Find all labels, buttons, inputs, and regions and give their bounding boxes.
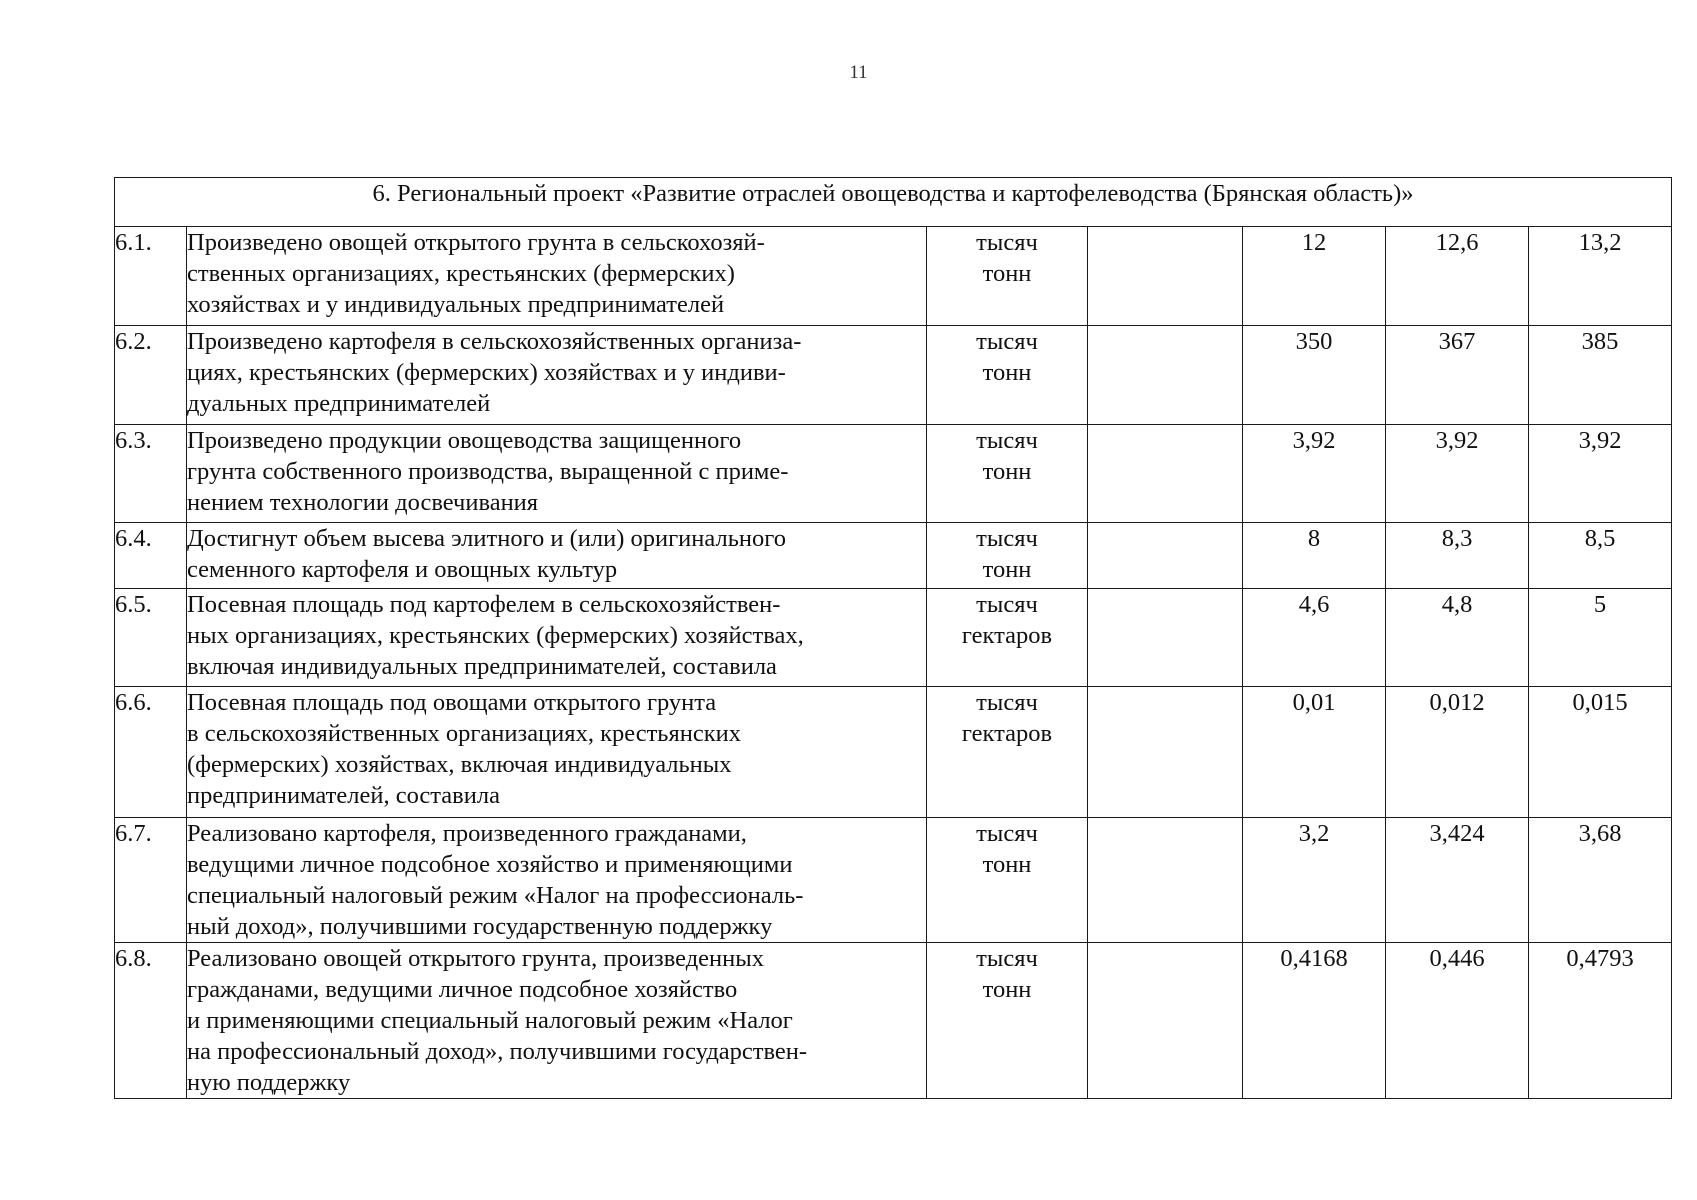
empty-cell [1088,818,1243,943]
unit-line: тысяч [976,689,1038,716]
empty-cell [1088,326,1243,425]
value-year-1: 3,92 [1243,425,1386,523]
value-year-1: 0,01 [1243,687,1386,818]
description-line: Реализовано картофеля, произведенного гражданами, [187,820,747,847]
description-line: грунта собственного производства, выращенной с приме- [187,458,789,485]
value-year-3: 3,68 [1529,818,1672,943]
indicator-description [187,687,927,818]
value-year-1: 3,2 [1243,818,1386,943]
unit-line: тысяч [976,525,1038,552]
empty-cell [1088,227,1243,326]
unit-cell [927,523,1088,589]
description-line: Произведено картофеля в сельскохозяйственных организа- [187,328,802,355]
unit-line: тонн [982,976,1032,1003]
value-year-2: 0,012 [1386,687,1529,818]
unit-cell [927,425,1088,523]
description-line: Произведено овощей открытого грунта в сельскохозяй- [187,229,765,256]
description-line: Произведено продукции овощеводства защищенного [187,427,742,454]
indicators-table [114,177,1672,1099]
indicator-description [187,326,927,425]
description-line: ственных организациях, крестьянских (фермерских) [187,260,735,287]
description-line: гражданами, ведущими личное подсобное хозяйство [187,976,738,1003]
page-number: 11 [849,62,868,83]
description-line: ных организациях, крестьянских (фермерских) хозяйствах, [187,622,804,649]
section-title: 6. Региональный проект «Развитие отраслей овощеводства и картофелеводства (Брянская область)» [115,178,1672,227]
unit-line: тысяч [976,229,1038,256]
value-year-2: 3,92 [1386,425,1529,523]
row-number: 6.4. [115,523,187,589]
value-year-3: 0,015 [1529,687,1672,818]
empty-cell [1088,687,1243,818]
description-line: хозяйствах и у индивидуальных предпринимателей [187,291,725,318]
section-header-row [115,178,1672,227]
value-year-3: 3,92 [1529,425,1672,523]
empty-cell [1088,425,1243,523]
description-line: Посевная площадь под картофелем в сельскохозяйствен- [187,591,781,618]
unit-line: тонн [982,851,1032,878]
value-year-2: 4,8 [1386,589,1529,687]
value-year-3: 0,4793 [1529,943,1672,1099]
table-row [115,589,1672,687]
row-number: 6.5. [115,589,187,687]
value-year-1: 350 [1243,326,1386,425]
description-line: ную поддержку [187,1069,351,1096]
description-line: предпринимателей, составила [187,782,500,809]
table-row [115,326,1672,425]
description-line: в сельскохозяйственных организациях, крестьянских [187,720,741,747]
description-line: ный доход», получившими государственную поддержку [187,913,773,940]
unit-cell [927,589,1088,687]
value-year-2: 12,6 [1386,227,1529,326]
table-row [115,818,1672,943]
value-year-3: 8,5 [1529,523,1672,589]
unit-line: тысяч [976,591,1038,618]
table-row [115,687,1672,818]
value-year-2: 367 [1386,326,1529,425]
value-year-1: 12 [1243,227,1386,326]
value-year-1: 8 [1243,523,1386,589]
value-year-2: 3,424 [1386,818,1529,943]
description-line: семенного картофеля и овощных культур [187,556,618,583]
table-row [115,227,1672,326]
description-line: Реализовано овощей открытого грунта, произведенных [187,945,764,972]
unit-line: гектаров [961,622,1053,649]
row-number: 6.1. [115,227,187,326]
description-line: на профессиональный доход», получившими государствен- [187,1038,808,1065]
indicator-description [187,943,927,1099]
row-number: 6.2. [115,326,187,425]
empty-cell [1088,589,1243,687]
value-year-3: 385 [1529,326,1672,425]
description-line: (фермерских) хозяйствах, включая индивидуальных [187,751,732,778]
value-year-3: 13,2 [1529,227,1672,326]
description-line: Достигнут объем высева элитного и (или) оригинального [187,525,786,552]
row-number: 6.8. [115,943,187,1099]
description-line: включая индивидуальных предпринимателей, составила [187,653,777,680]
unit-line: тысяч [976,328,1038,355]
unit-line: тысяч [976,945,1038,972]
row-number: 6.3. [115,425,187,523]
value-year-1: 0,4168 [1243,943,1386,1099]
row-number: 6.6. [115,687,187,818]
table-row [115,523,1672,589]
unit-line: тысяч [976,820,1038,847]
value-year-2: 0,446 [1386,943,1529,1099]
unit-line: тонн [982,458,1032,485]
row-number: 6.7. [115,818,187,943]
description-line: дуальных предпринимателей [187,390,491,417]
table-row [115,425,1672,523]
unit-cell [927,227,1088,326]
empty-cell [1088,943,1243,1099]
indicator-description [187,589,927,687]
description-line: нением технологии досвечивания [187,489,539,516]
description-line: ведущими личное подсобное хозяйство и применяющими [187,851,793,878]
unit-line: тонн [982,556,1032,583]
empty-cell [1088,523,1243,589]
description-line: Посевная площадь под овощами открытого грунта [187,689,717,716]
indicator-description [187,425,927,523]
indicator-description [187,227,927,326]
value-year-1: 4,6 [1243,589,1386,687]
indicator-description [187,523,927,589]
description-line: специальный налоговый режим «Налог на профессиональ- [187,882,804,909]
unit-cell [927,818,1088,943]
unit-cell [927,687,1088,818]
description-line: циях, крестьянских (фермерских) хозяйствах и у индиви- [187,359,786,386]
unit-line: гектаров [961,720,1053,747]
table-row [115,943,1672,1099]
value-year-3: 5 [1529,589,1672,687]
unit-line: тысяч [976,427,1038,454]
indicator-description [187,818,927,943]
unit-line: тонн [982,260,1032,287]
unit-cell [927,943,1088,1099]
description-line: и применяющими специальный налоговый режим «Налог [187,1007,793,1034]
value-year-2: 8,3 [1386,523,1529,589]
unit-cell [927,326,1088,425]
unit-line: тонн [982,359,1032,386]
